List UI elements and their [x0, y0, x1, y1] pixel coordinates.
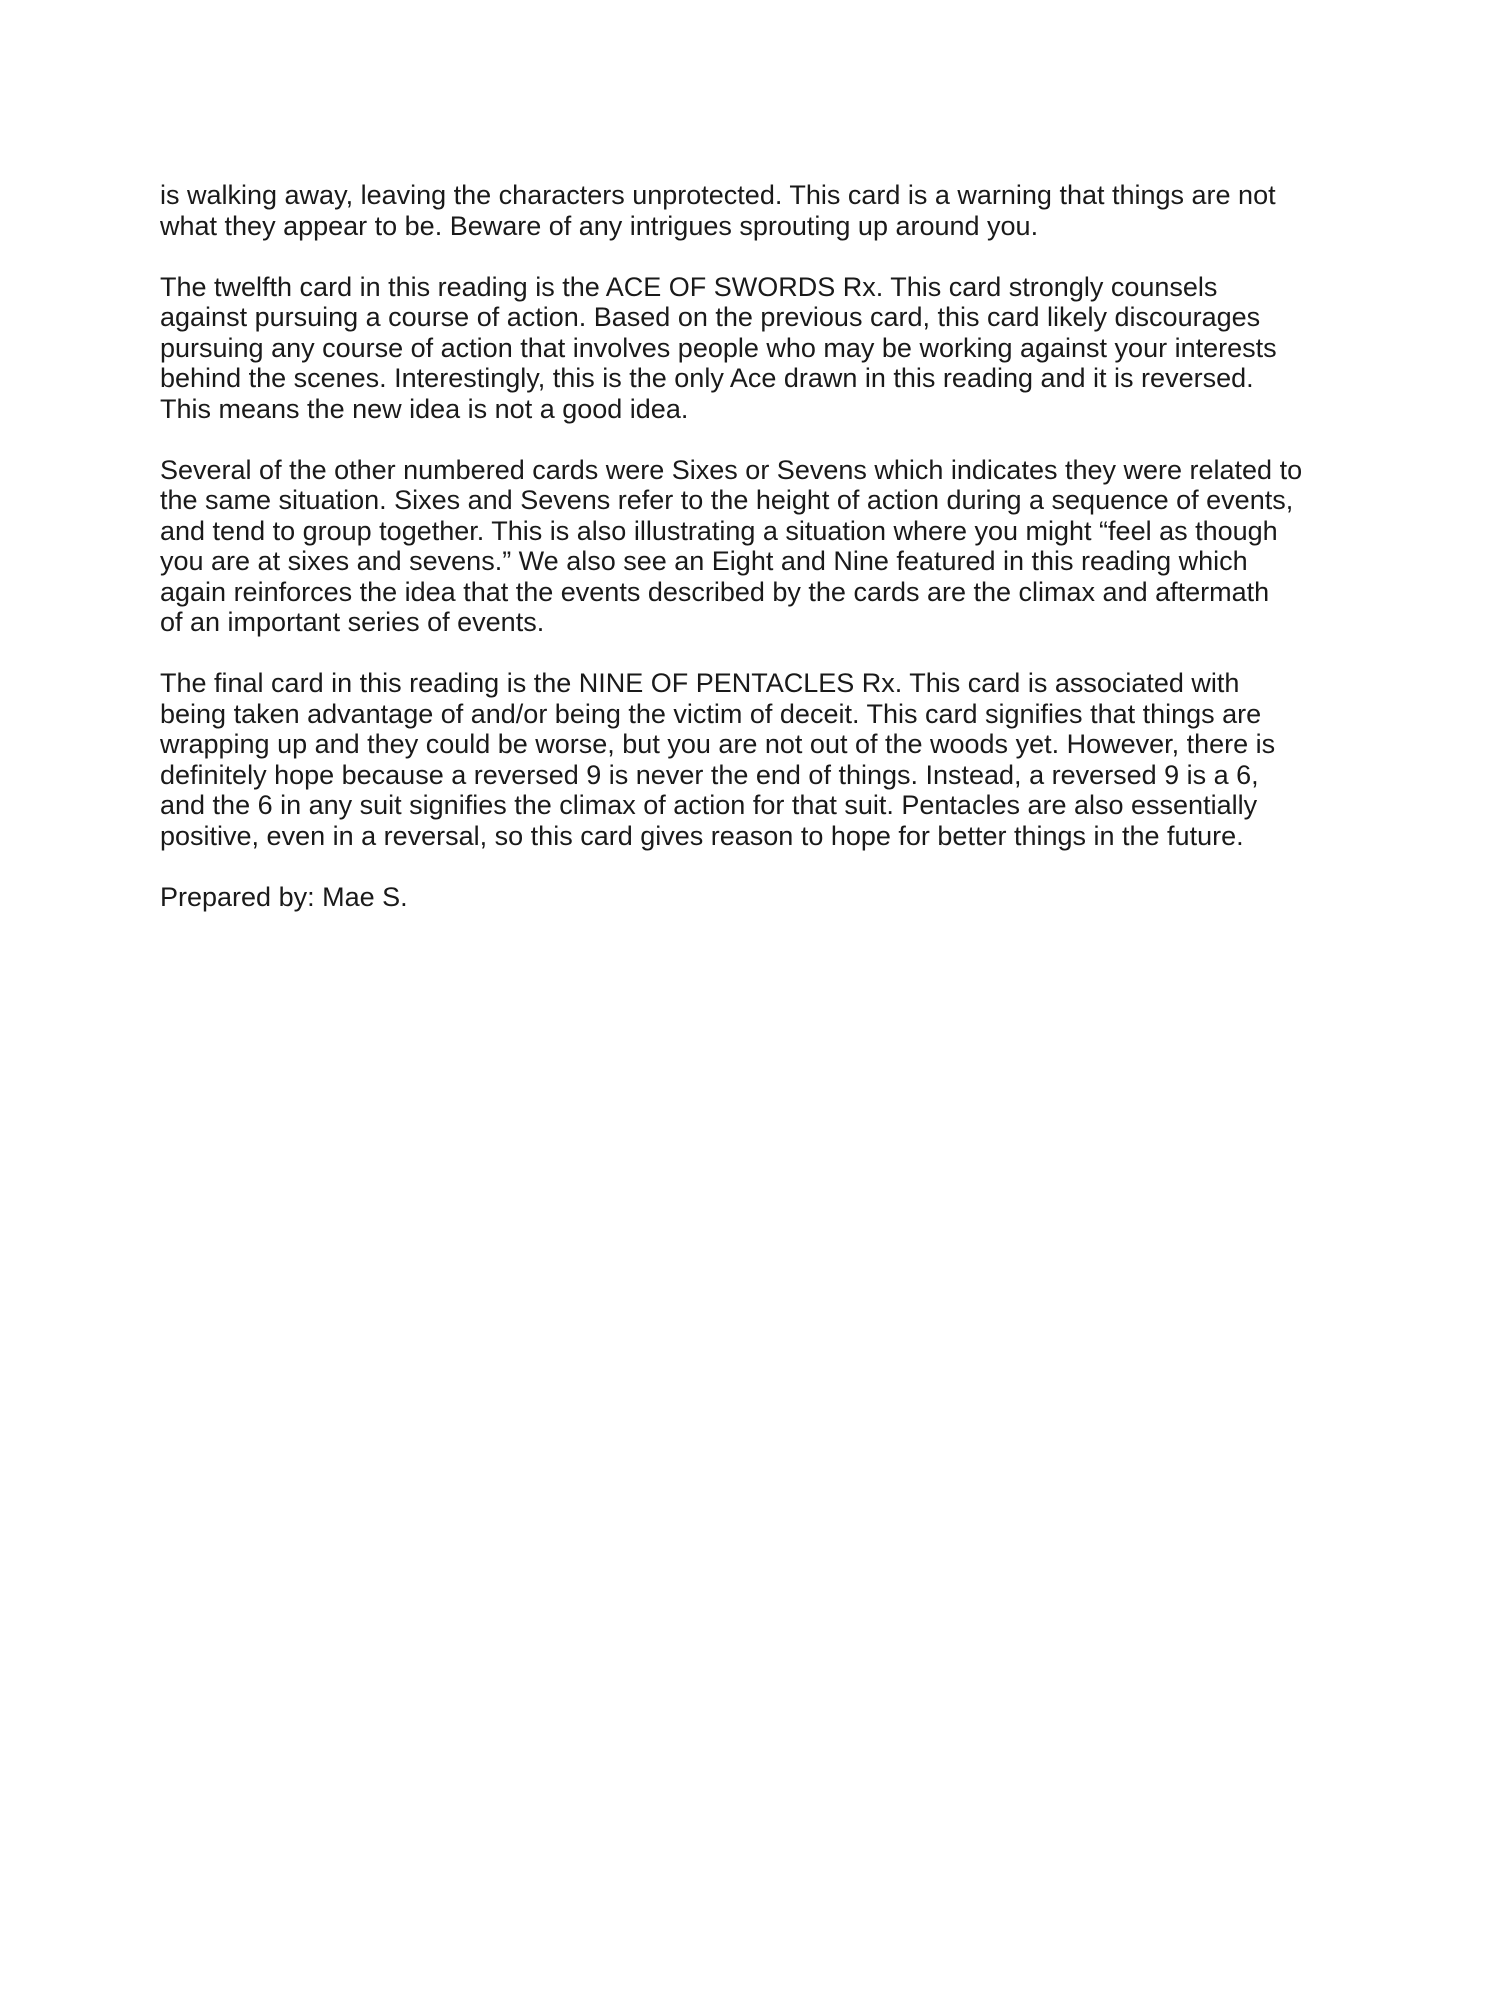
paragraph-ace-of-swords: The twelfth card in this reading is the ACE OF SWORDS Rx. This card strongly counsels against pursuing a course of action. Based on the previous card, this card likely discourages pursuing any course of action that involves people who may be working against your interests behind the scenes. Interestingly, this is the only Ace drawn in this reading and it is reversed. This means the new idea is not a good idea.	[160, 271, 1277, 424]
paragraph-intro: is walking away, leaving the characters unprotected. This card is a warning that things are not what they appear to be. Beware of any intrigues sprouting up around you.	[160, 180, 1276, 241]
paragraph-sixes-sevens: Several of the other numbered cards were Sixes or Sevens which indicates they were related to the same situation. Sixes and Sevens refer to the height of action during a sequence of events, and tend to group together. This is also illustrating a situation where you might “feel as though you are at sixes and sevens.” We also see an Eight and Nine featured in this reading which again reinforces the idea that the events described by the cards are the climax and aftermath of an important series of events.	[160, 454, 1303, 637]
paragraph-nine-of-pentacles: The final card in this reading is the NINE OF PENTACLES Rx. This card is associated with being taken advantage of and/or being the victim of deceit. This card signifies that things are wrapping up and they could be worse, but you are not out of the woods yet. However, there is definitely hope because a reversed 9 is never the end of things. Instead, a reversed 9 is a 6, and the 6 in any suit signifies the climax of action for that suit. Pentacles are also essentially positive, even in a reversal, so this card gives reason to hope for better things in the future.	[160, 668, 1276, 851]
document-body	[160, 180, 1360, 943]
signature-line: Prepared by: Mae S.	[160, 881, 408, 912]
